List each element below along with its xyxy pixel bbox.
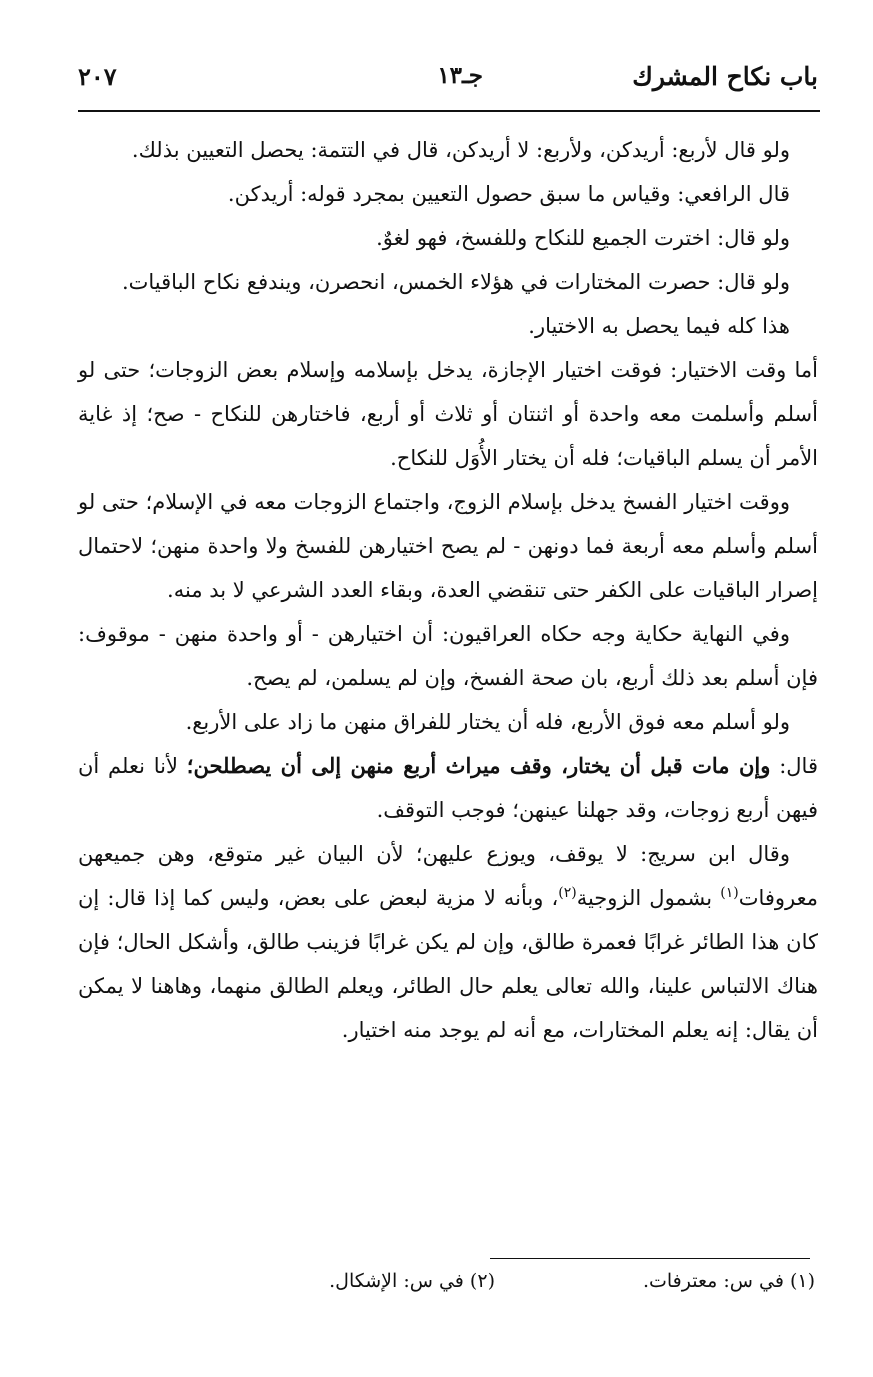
paragraph: أما وقت الاختيار: فوقت اختيار الإجازة، يدخل بإسلامه وإسلام بعض الزوجات؛ حتى لو أسلم وأسلمت معه واحدة أو اثنتان أو ثلاث أو أربع، فاختارهن للنكاح - صح؛ إذ غاية الأمر أن يسلم الباقيات؛ فله أن يختار الأُوَل للنكاح. <box>78 358 818 470</box>
text-segment: وقال ابن سريج: لا يوقف، ويوزع عليهن؛ لأن البيان غير متوقع، وهن جميعهن معروفات <box>78 842 819 910</box>
paragraph: ولو قال لأربع: أريدكن، ولأربع: لا أريدكن، قال في التتمة: يحصل التعيين بذلك. <box>131 138 790 162</box>
chapter-title: باب نكاح المشرك <box>632 62 818 91</box>
paragraph: ولو قال: اخترت الجميع للنكاح وللفسخ، فهو لغوٌ. <box>376 226 790 250</box>
footnote-1: (١) في س: معترفات. <box>642 1270 815 1292</box>
paragraph: قال الرافعي: وقياس ما سبق حصول التعيين بمجرد قوله: أريدكن. <box>227 182 790 206</box>
matn-commentary: لأنا نعلم أن فيهن أربع زوجات، وقد جهلنا عينهن؛ فوجب التوقف. <box>78 754 818 822</box>
paragraph: ولو أسلم معه فوق الأربع، فله أن يختار للفراق منهن ما زاد على الأربع. <box>185 710 790 734</box>
paragraph: هذا كله فيما يحصل به الاختيار. <box>528 314 790 338</box>
footnote-ref-1[interactable]: (١) <box>720 885 739 901</box>
text-segment: ، وبأنه لا مزية لبعض على بعض، وليس كما إذا قال: إن كان هذا الطائر غرابًا فعمرة طالق، وإن لم يكن غرابًا فزينب طالق، وأشكل الحال؛ فإن هناك الالتباس علينا، والله تعالى يعلم حال الطائر، ويعلم الطالق منهما، وهاهنا لا يمكن أن يقال: إنه يعلم المختارات، مع أنه لم يوجد منه اختيار. <box>78 886 818 1042</box>
footnote-ref-2[interactable]: (٢) <box>558 885 577 901</box>
paragraph-with-footnotes <box>78 832 818 1052</box>
text-segment: بشمول الزوجية <box>576 886 721 910</box>
page-header <box>78 62 818 100</box>
main-text <box>78 128 818 1052</box>
matn-lead: قال: <box>779 754 818 778</box>
footnote-2: (٢) في س: الإشكال. <box>329 1270 495 1292</box>
header-divider <box>78 110 820 112</box>
paragraph: وفي النهاية حكاية وجه حكاه العراقيون: أن اختيارهن - أو واحدة منهن - موقوف: فإن أسلم بعد ذلك أربع، بان صحة الفسخ، وإن لم يسلمن، لم يصح. <box>78 622 818 690</box>
volume-number: جـ١٣ <box>437 62 483 89</box>
paragraph: ولو قال: حصرت المختارات في هؤلاء الخمس، انحصرن، ويندفع نكاح الباقيات. <box>121 270 790 294</box>
footnote-divider <box>490 1258 810 1259</box>
matn-bold-text: وإن مات قبل أن يختار، وقف ميراث أربع منهن إلى أن يصطلحن؛ <box>186 753 771 778</box>
page-number: ٢٠٧ <box>78 62 117 91</box>
paragraph-matn <box>78 744 818 832</box>
paragraph: ووقت اختيار الفسخ يدخل بإسلام الزوج، واجتماع الزوجات معه في الإسلام؛ حتى لو أسلم وأسلم معه أربعة فما دونهن - لم يصح اختيارهن للفسخ ولا واحدة منهن؛ لاحتمال إصرار الباقيات على الكفر حتى تنقضي العدة، وبقاء العدد الشرعي لا بد منه. <box>78 490 818 602</box>
footnotes <box>200 1270 815 1306</box>
